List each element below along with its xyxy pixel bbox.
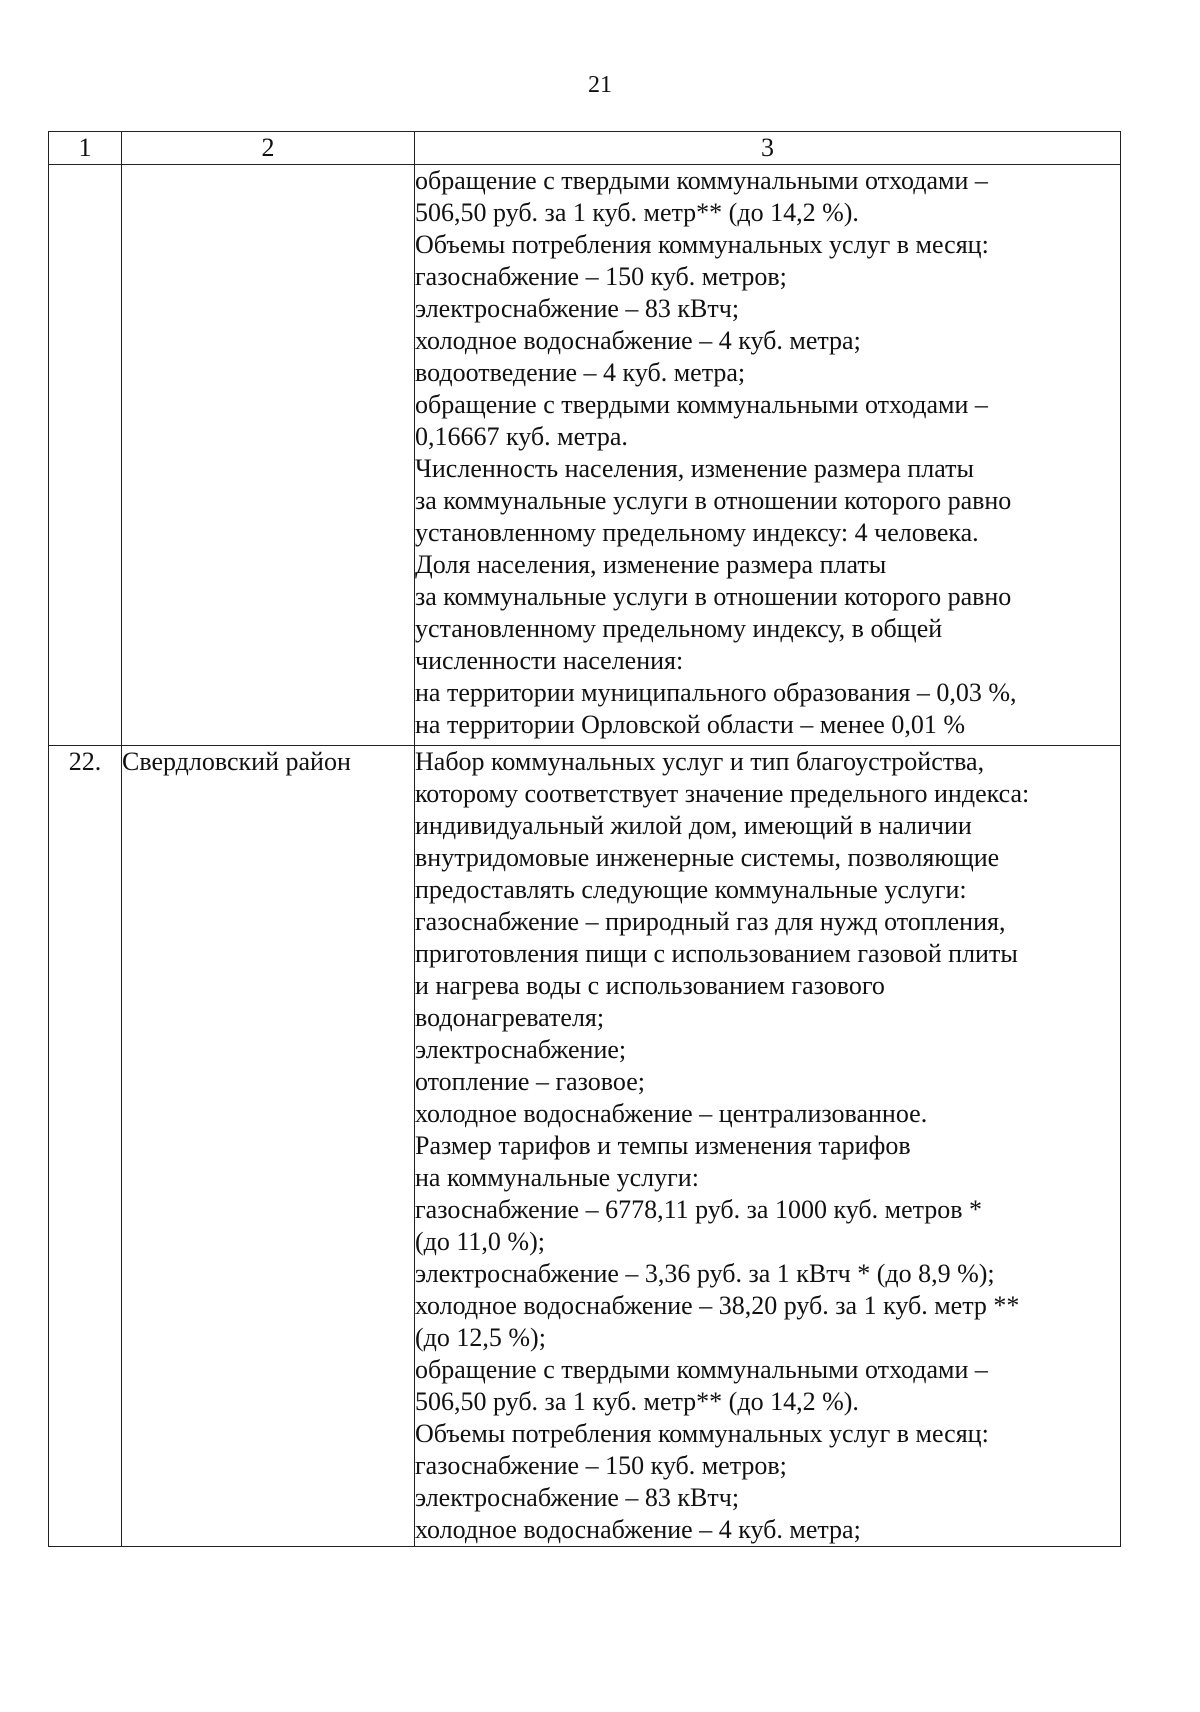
content-line: (до 11,0 %); <box>415 1227 545 1256</box>
content-line: электроснабжение – 3,36 руб. за 1 кВтч * (до 8,9 %); <box>415 1259 995 1288</box>
content-line: 506,50 руб. за 1 куб. метр** (до 14,2 %). <box>415 198 859 227</box>
content-line: на территории муниципального образования – 0,03 %, <box>415 678 1017 707</box>
content-line: численности населения: <box>415 646 684 675</box>
content-line: приготовления пищи с использованием газовой плиты <box>415 939 1018 968</box>
content-line: электроснабжение – 83 кВтч; <box>415 1483 740 1512</box>
content-line: и нагрева воды с использованием газового <box>415 971 885 1000</box>
content-line: предоставлять следующие коммунальные услуги: <box>415 875 967 904</box>
content-line: 0,16667 куб. метра. <box>415 422 628 451</box>
content-line: на коммунальные услуги: <box>415 1163 699 1192</box>
content-line: водонагревателя; <box>415 1003 605 1032</box>
content-line: отопление – газовое; <box>415 1067 645 1096</box>
row-number <box>49 165 122 746</box>
content-line: Объемы потребления коммунальных услуг в месяц: <box>415 230 989 259</box>
content-line: (до 12,5 %); <box>415 1323 546 1352</box>
row-number: 22. <box>49 746 122 1547</box>
content-line: обращение с твердыми коммунальными отходами – <box>415 166 988 195</box>
row-content <box>415 165 1121 746</box>
page-number: 21 <box>588 72 612 98</box>
content-line: газоснабжение – 6778,11 руб. за 1000 куб. метров * <box>415 1195 983 1224</box>
district-name: Свердловский район <box>122 746 415 1547</box>
content-line: электроснабжение; <box>415 1035 627 1064</box>
content-line: холодное водоснабжение – 38,20 руб. за 1 куб. метр ** <box>415 1291 1020 1320</box>
column-header-3: 3 <box>415 132 1121 165</box>
district-name <box>122 165 415 746</box>
content-line: установленному предельному индексу, в общей <box>415 614 943 643</box>
table-row <box>49 746 1121 1547</box>
content-line: газоснабжение – 150 куб. метров; <box>415 262 787 291</box>
content-line: обращение с твердыми коммунальными отходами – <box>415 390 988 419</box>
content-line: Доля населения, изменение размера платы <box>415 550 887 579</box>
content-line: Численность населения, изменение размера платы <box>415 454 974 483</box>
content-line: Объемы потребления коммунальных услуг в месяц: <box>415 1419 989 1448</box>
tariff-table <box>48 131 1121 1547</box>
content-line: индивидуальный жилой дом, имеющий в наличии <box>415 811 972 840</box>
content-line: на территории Орловской области – менее 0,01 % <box>415 710 965 739</box>
content-line: холодное водоснабжение – централизованное. <box>415 1099 928 1128</box>
content-line: холодное водоснабжение – 4 куб. метра; <box>415 1515 861 1544</box>
content-line: за коммунальные услуги в отношении которого равно <box>415 582 1012 611</box>
content-line: обращение с твердыми коммунальными отходами – <box>415 1355 988 1384</box>
content-line: электроснабжение – 83 кВтч; <box>415 294 740 323</box>
table-header-row <box>49 132 1121 165</box>
table-row <box>49 165 1121 746</box>
content-line: холодное водоснабжение – 4 куб. метра; <box>415 326 861 355</box>
content-line: 506,50 руб. за 1 куб. метр** (до 14,2 %). <box>415 1387 859 1416</box>
content-line: газоснабжение – природный газ для нужд отопления, <box>415 907 1006 936</box>
content-line: которому соответствует значение предельного индекса: <box>415 779 1030 808</box>
column-header-1: 1 <box>49 132 122 165</box>
content-line: водоотведение – 4 куб. метра; <box>415 358 746 387</box>
content-line: установленному предельному индексу: 4 человека. <box>415 518 979 547</box>
content-line: внутридомовые инженерные системы, позволяющие <box>415 843 1000 872</box>
row-content <box>415 746 1121 1547</box>
column-header-2: 2 <box>122 132 415 165</box>
content-line: за коммунальные услуги в отношении которого равно <box>415 486 1012 515</box>
content-line: Размер тарифов и темпы изменения тарифов <box>415 1131 911 1160</box>
content-line: газоснабжение – 150 куб. метров; <box>415 1451 787 1480</box>
content-line: Набор коммунальных услуг и тип благоустройства, <box>415 747 985 776</box>
